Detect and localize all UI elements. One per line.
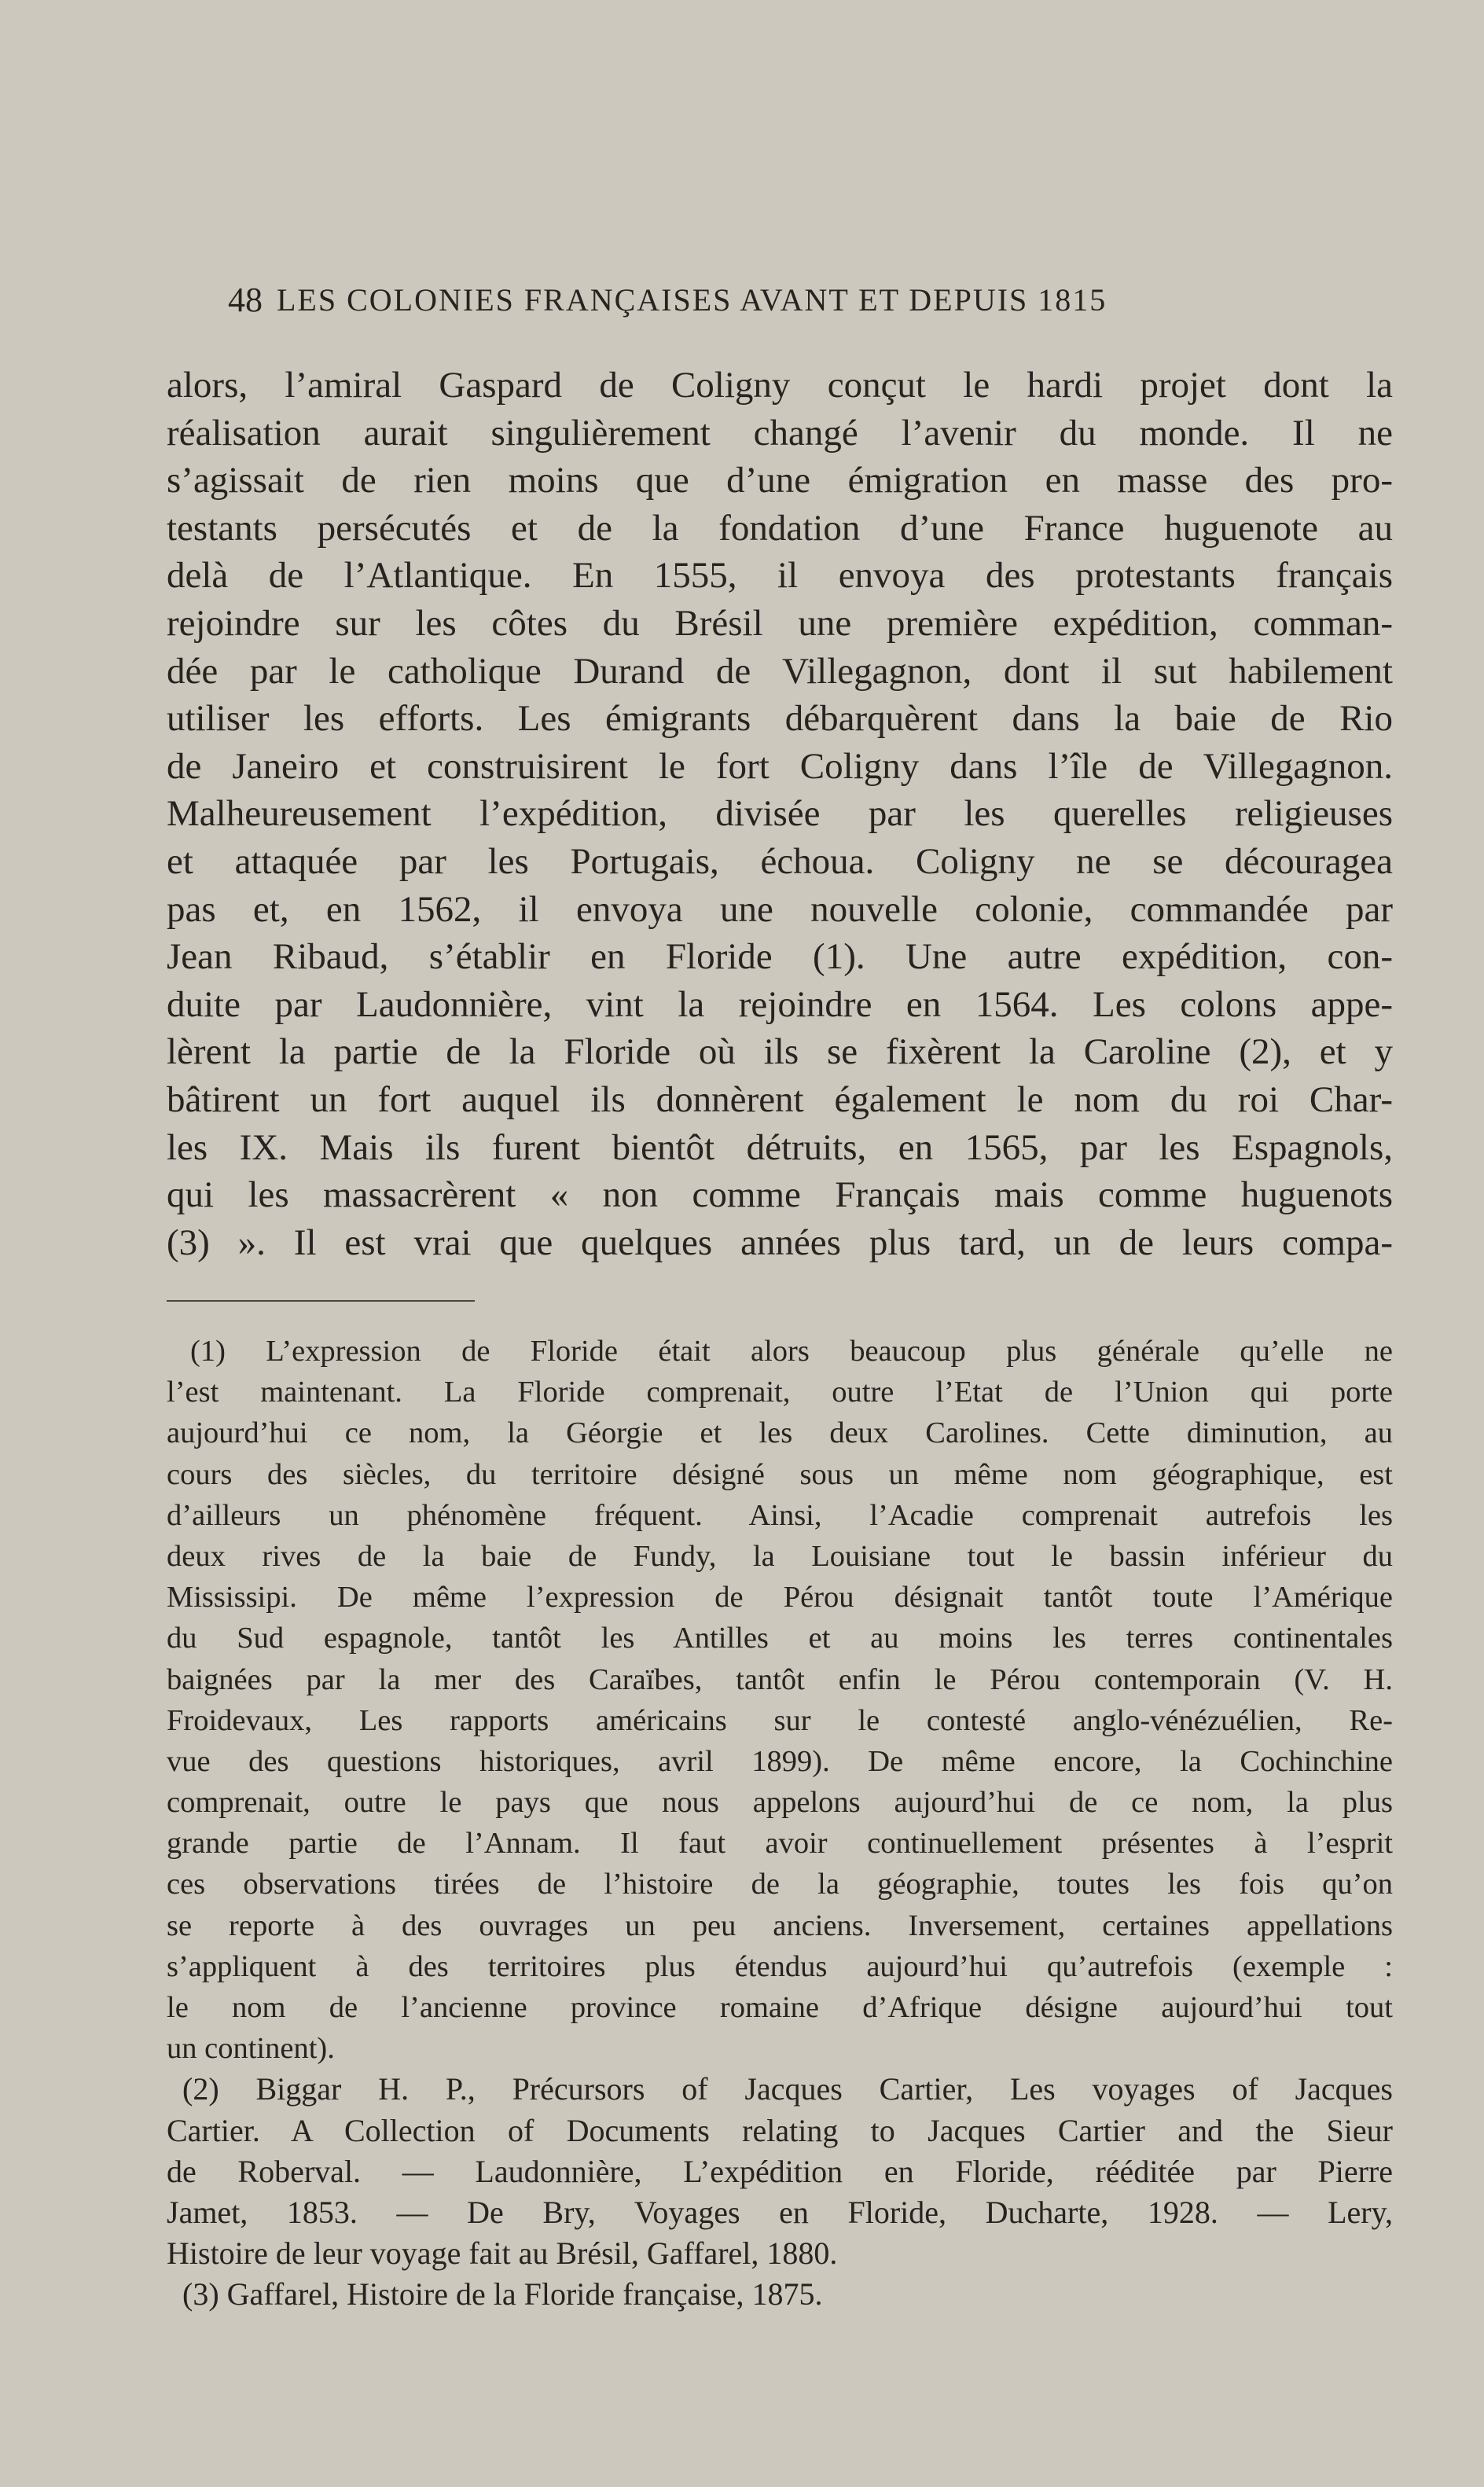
- footnote-line: deux rives de la baie de Fundy, la Louisiane tout le bassin inférieur du: [167, 1539, 1393, 1573]
- footnote-line: Jamet, 1853. — De Bry, Voyages en Floride, Ducharte, 1928. — Lery,: [167, 2194, 1393, 2230]
- footnote-line: (1) L’expression de Floride était alors beaucoup plus générale qu’elle ne: [190, 1335, 1393, 1368]
- footnote-line: Froidevaux, Les rapports américains sur le contesté anglo-vénézuélien, Re-: [167, 1703, 1393, 1737]
- body-line: réalisation aurait singulièrement changé l’avenir du monde. Il ne: [167, 412, 1393, 454]
- body-line: lèrent la partie de la Floride où ils se fixèrent la Caroline (2), et y: [167, 1031, 1393, 1073]
- body-line: duite par Laudonnière, vint la rejoindre en 1564. Les colons appe-: [167, 983, 1393, 1025]
- body-line: (3) ». Il est vrai que quelques années plus tard, un de leurs compa-: [167, 1221, 1393, 1263]
- footnote-line: (2) Biggar H. P., Précursors of Jacques Cartier, Les voyages of Jacques: [182, 2071, 1393, 2107]
- body-line: s’agissait de rien moins que d’une émigration en masse des pro-: [167, 460, 1393, 501]
- footnote-line: (3) Gaffarel, Histoire de la Floride française, 1875.: [182, 2276, 823, 2313]
- body-line: et attaquée par les Portugais, échoua. Coligny ne se découragea: [167, 840, 1393, 882]
- footnote-rule: [167, 1300, 475, 1302]
- body-line: dée par le catholique Durand de Villegagnon, dont il sut habilement: [167, 650, 1393, 692]
- body-line: Jean Ribaud, s’établir en Floride (1). Une autre expédition, con-: [167, 936, 1393, 978]
- footnote-line: d’ailleurs un phénomène fréquent. Ainsi, l’Acadie comprenait autrefois les: [167, 1498, 1393, 1532]
- body-line: rejoindre sur les côtes du Brésil une première expédition, comman-: [167, 602, 1393, 644]
- footnote-line: ces observations tirées de l’histoire de la géographie, toutes les fois qu’on: [167, 1868, 1393, 1901]
- running-title: LES COLONIES FRANÇAISES AVANT ET DEPUIS 1815: [277, 282, 1107, 318]
- footnote-line: Cartier. A Collection of Documents relating to Jacques Cartier and the Sieur: [167, 2112, 1393, 2148]
- body-line: testants persécutés et de la fondation d’une France huguenote au: [167, 507, 1393, 549]
- footnotes: [167, 1331, 1393, 2316]
- footnote-line: aujourd’hui ce nom, la Géorgie et les deux Carolines. Cette diminution, au: [167, 1416, 1393, 1450]
- body-line: Malheureusement l’expédition, divisée par les querelles religieuses: [167, 793, 1393, 835]
- body-line: qui les massacrèrent « non comme Français mais comme huguenots: [167, 1174, 1393, 1216]
- footnote-line: cours des siècles, du territoire désigné sous un même nom géographique, est: [167, 1457, 1393, 1491]
- page-header: [228, 277, 1281, 324]
- footnote-line: le nom de l’ancienne province romaine d’Afrique désigne aujourd’hui tout: [167, 1991, 1393, 2024]
- body-line: utiliser les efforts. Les émigrants débarquèrent dans la baie de Rio: [167, 698, 1393, 740]
- footnote-line: Mississipi. De même l’expression de Pérou désignait tantôt toute l’Amérique: [167, 1581, 1393, 1615]
- body-text: [167, 362, 1393, 1266]
- body-line: alors, l’amiral Gaspard de Coligny conçut le hardi projet dont la: [167, 365, 1393, 406]
- footnote-line: grande partie de l’Annam. Il faut avoir continuellement présentes à l’esprit: [167, 1827, 1393, 1861]
- footnote-line: baignées par la mer des Caraïbes, tantôt enfin le Pérou contemporain (V. H.: [167, 1662, 1393, 1696]
- footnote-line: se reporte à des ouvrages un peu anciens. Inversement, certaines appellations: [167, 1908, 1393, 1942]
- footnote-line: comprenait, outre le pays que nous appelons aujourd’hui de ce nom, la plus: [167, 1786, 1393, 1820]
- footnote-line: de Roberval. — Laudonnière, L’expédition en Floride, rééditée par Pierre: [167, 2153, 1393, 2189]
- footnote-line: un continent).: [167, 2032, 335, 2066]
- footnote-line: du Sud espagnole, tantôt les Antilles et au moins les terres continentales: [167, 1622, 1393, 1655]
- footnote-line: vue des questions historiques, avril 1899). De même encore, la Cochinchine: [167, 1744, 1393, 1778]
- body-line: delà de l’Atlantique. En 1555, il envoya des protestants français: [167, 555, 1393, 597]
- body-line: de Janeiro et construisirent le fort Coligny dans l’île de Villegagnon.: [167, 745, 1393, 787]
- footnote-line: s’appliquent à des territoires plus étendus aujourd’hui qu’autrefois (exemple :: [167, 1949, 1393, 1983]
- page-number: 48: [228, 281, 263, 319]
- body-line: bâtirent un fort auquel ils donnèrent également le nom du roi Char-: [167, 1078, 1393, 1120]
- footnote-line: l’est maintenant. La Floride comprenait, outre l’Etat de l’Union qui porte: [167, 1376, 1393, 1409]
- body-line: les IX. Mais ils furent bientôt détruits, en 1565, par les Espagnols,: [167, 1126, 1393, 1168]
- body-line: pas et, en 1562, il envoya une nouvelle colonie, commandée par: [167, 888, 1393, 930]
- footnote-line: Histoire de leur voyage fait au Brésil, Gaffarel, 1880.: [167, 2235, 838, 2272]
